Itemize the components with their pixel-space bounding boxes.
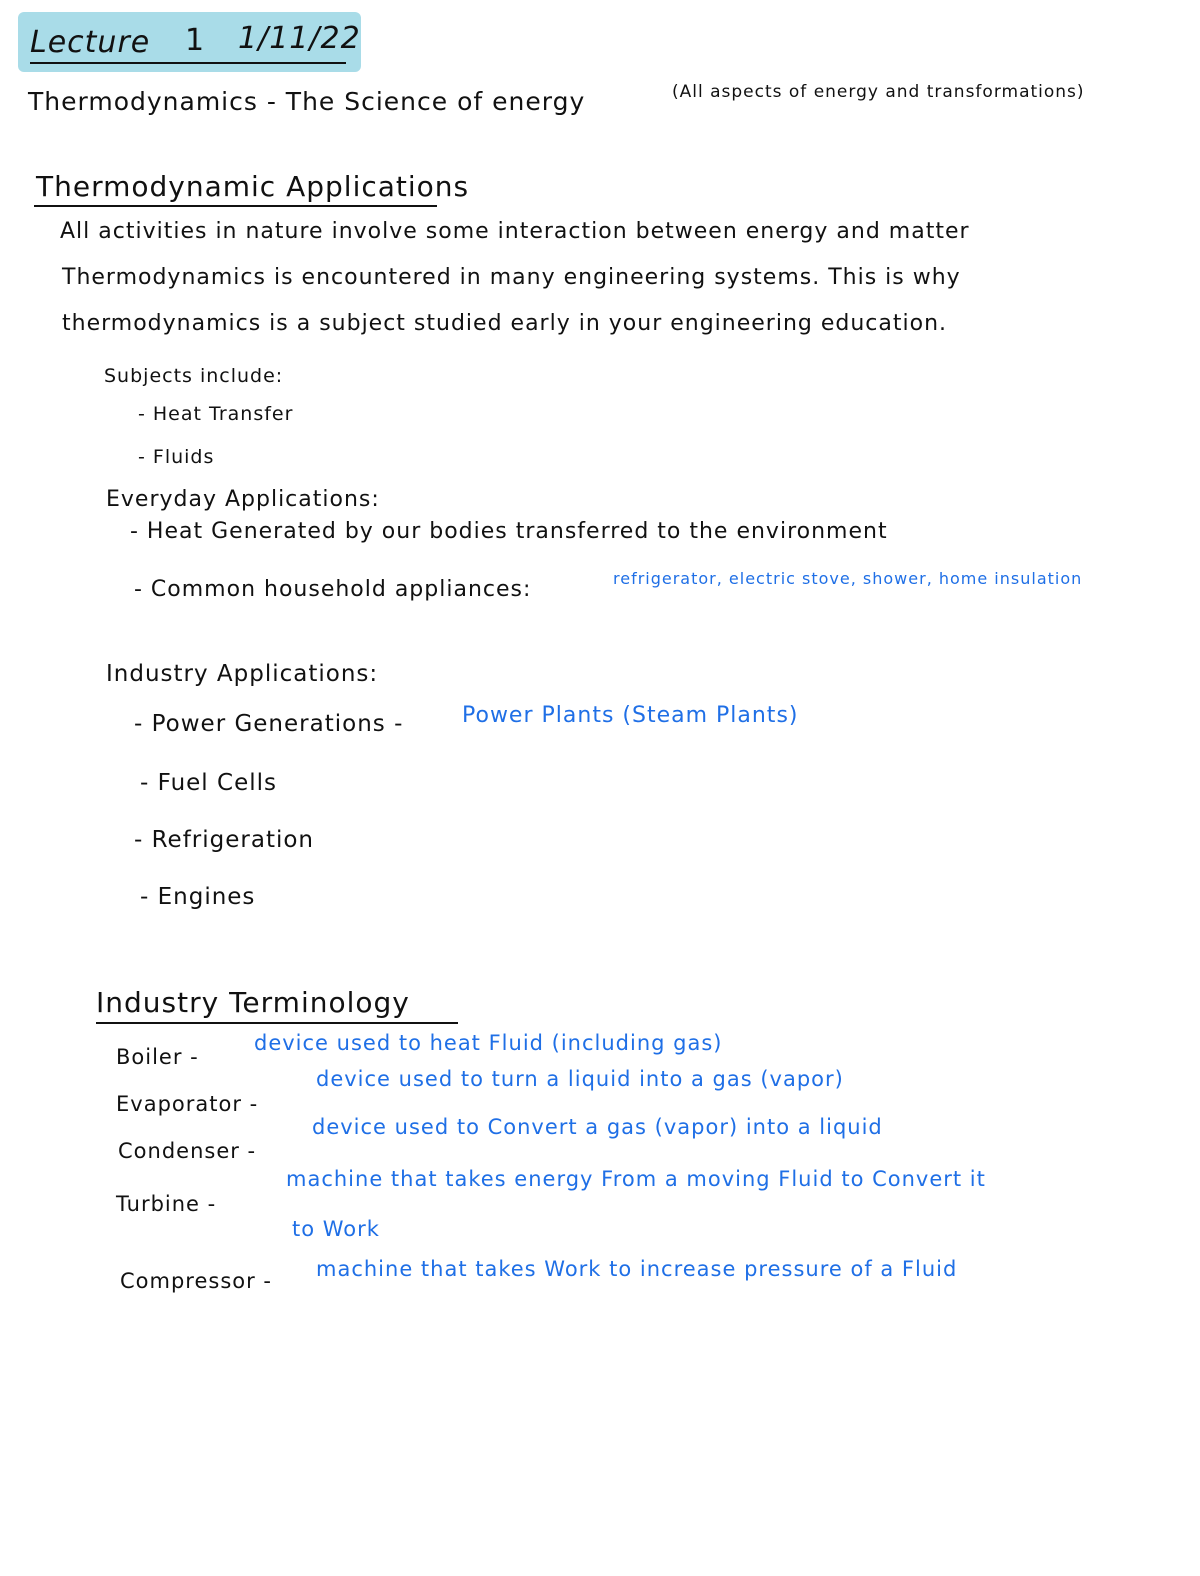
term-label: Turbine - bbox=[116, 1192, 217, 1216]
list-item: - Fuel Cells bbox=[140, 770, 277, 796]
list-item: - Heat Transfer bbox=[138, 403, 294, 425]
list-item: - Refrigeration bbox=[134, 827, 315, 853]
section-title-applications: Thermodynamic Applications bbox=[36, 170, 470, 203]
term-label: Compressor - bbox=[120, 1269, 273, 1293]
term-definition: device used to turn a liquid into a gas (vapor) bbox=[316, 1067, 844, 1091]
term-label: Evaporator - bbox=[116, 1092, 259, 1116]
industry-heading: Industry Applications: bbox=[106, 661, 379, 687]
list-item: - Fluids bbox=[138, 446, 215, 468]
section-title-terminology: Industry Terminology bbox=[96, 986, 410, 1019]
intro-parenthetical: (All aspects of energy and transformations) bbox=[672, 82, 1085, 102]
everyday-heading: Everyday Applications: bbox=[106, 487, 380, 512]
paragraph-line: thermodynamics is a subject studied early in your engineering education. bbox=[62, 311, 948, 336]
list-item: - Common household appliances: bbox=[134, 577, 532, 602]
list-item-note: refrigerator, electric stove, shower, home insulation bbox=[613, 569, 1083, 588]
list-item: - Engines bbox=[140, 884, 256, 910]
term-definition-continued: to Work bbox=[292, 1217, 380, 1241]
intro-definition: Thermodynamics - The Science of energy bbox=[28, 87, 586, 116]
section-title-underline bbox=[34, 205, 437, 207]
paragraph-line: Thermodynamics is encountered in many engineering systems. This is why bbox=[62, 265, 961, 290]
term-definition: device used to Convert a gas (vapor) into a liquid bbox=[312, 1115, 883, 1139]
list-item: - Heat Generated by our bodies transferred to the environment bbox=[130, 519, 888, 544]
header-underline bbox=[30, 62, 346, 64]
term-definition: machine that takes energy From a moving Fluid to Convert it bbox=[286, 1167, 986, 1191]
section-title-underline bbox=[96, 1022, 458, 1024]
list-item-note: Power Plants (Steam Plants) bbox=[462, 703, 799, 728]
list-item: - Power Generations - bbox=[134, 711, 404, 737]
lecture-number: 1 bbox=[185, 23, 206, 58]
lecture-label: Lecture bbox=[30, 25, 151, 60]
paragraph-line: All activities in nature involve some interaction between energy and matter bbox=[60, 219, 970, 244]
term-definition: machine that takes Work to increase pressure of a Fluid bbox=[316, 1257, 958, 1281]
term-definition: device used to heat Fluid (including gas) bbox=[254, 1031, 723, 1055]
term-label: Condenser - bbox=[118, 1139, 257, 1163]
subjects-heading: Subjects include: bbox=[104, 365, 284, 387]
term-label: Boiler - bbox=[116, 1045, 199, 1069]
lecture-date: 1/11/22 bbox=[238, 21, 361, 56]
